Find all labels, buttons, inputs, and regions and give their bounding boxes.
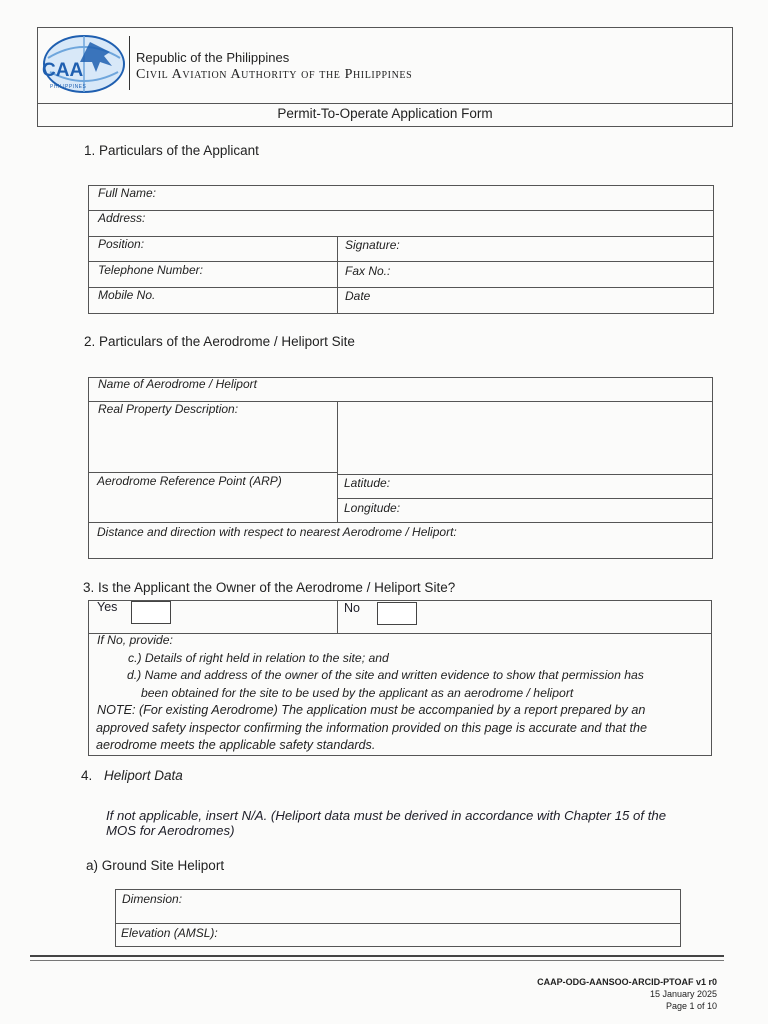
heliport-note-line2: MOS for Aerodromes)	[106, 823, 235, 838]
row-divider	[88, 261, 714, 262]
page-number: Page 1 of 10	[665, 1001, 717, 1011]
full-name-field[interactable]: Full Name:	[98, 186, 157, 200]
section2-title: 2. Particulars of the Aerodrome / Heliport Site	[84, 334, 355, 349]
position-field[interactable]: Position:	[98, 237, 145, 251]
mobile-field[interactable]: Mobile No.	[98, 288, 156, 302]
col-divider	[337, 600, 338, 633]
arp-label: Aerodrome Reference Point (ARP)	[97, 474, 282, 488]
caap-name: Civil Aviation Authority of the Philippines	[136, 67, 413, 82]
row-divider	[88, 472, 337, 473]
telephone-field[interactable]: Telephone Number:	[98, 263, 203, 277]
section3-title: 3. Is the Applicant the Owner of the Aerodrome / Heliport Site?	[83, 580, 456, 595]
heliport-note-line1: If not applicable, insert N/A. (Heliport data must be derived in accordance with Chapter 15 of the	[106, 808, 667, 823]
no-label: No	[344, 601, 360, 615]
doc-code: CAAP-ODG-AANSOO-ARCID-PTOAF v1 r0	[537, 977, 717, 987]
section1-title: 1. Particulars of the Applicant	[84, 143, 259, 158]
dimension-field[interactable]: Dimension:	[122, 892, 183, 906]
note-line3: aerodrome meets the applicable safety standards.	[96, 738, 376, 752]
item-d-line1: d.) Name and address of the owner of the site and written evidence to show that permission has	[127, 668, 644, 682]
no-checkbox[interactable]	[377, 602, 417, 625]
ground-site-heliport-title: a) Ground Site Heliport	[86, 858, 225, 873]
row-divider	[88, 522, 713, 523]
row-divider	[88, 287, 714, 288]
row-divider	[88, 633, 712, 634]
row-divider	[115, 923, 681, 924]
col-divider	[337, 236, 338, 314]
fax-field[interactable]: Fax No.:	[345, 264, 391, 278]
section4-title: Heliport Data	[104, 768, 183, 783]
row-divider	[337, 474, 713, 475]
section4-number: 4.	[81, 768, 93, 783]
yes-checkbox[interactable]	[131, 601, 171, 624]
address-field[interactable]: Address:	[98, 211, 146, 225]
republic-line: Republic of the Philippines	[136, 50, 290, 65]
item-c: c.) Details of right held in relation to the site; and	[128, 651, 389, 665]
real-property-field[interactable]: Real Property Description:	[98, 402, 239, 416]
yes-label: Yes	[97, 600, 118, 614]
applicant-table	[88, 185, 714, 314]
logo-subtext: PHILIPPINES	[50, 84, 87, 90]
col-divider	[337, 401, 338, 522]
header-divider	[37, 103, 733, 104]
doc-date: 15 January 2025	[649, 989, 717, 999]
footer-rule-thin	[30, 960, 724, 961]
item-d-line2: been obtained for the site to be used by the applicant as an aerodrome / heliport	[141, 686, 574, 700]
signature-field[interactable]: Signature:	[345, 238, 400, 252]
aerodrome-name-field[interactable]: Name of Aerodrome / Heliport	[98, 377, 257, 391]
distance-field[interactable]: Distance and direction with respect to nearest Aerodrome / Heliport:	[97, 525, 457, 539]
elevation-field[interactable]: Elevation (AMSL):	[121, 926, 218, 940]
form-title: Permit-To-Operate Application Form	[277, 106, 493, 121]
date-field[interactable]: Date	[345, 289, 371, 303]
caap-logo	[40, 32, 128, 96]
note-line2: approved safety inspector confirming the information provided on this page is accurate and that the	[96, 721, 647, 735]
row-divider	[88, 236, 714, 237]
longitude-field[interactable]: Longitude:	[344, 501, 401, 515]
if-no-label: If No, provide:	[97, 633, 173, 647]
row-divider	[88, 210, 714, 211]
latitude-field[interactable]: Latitude:	[344, 476, 391, 490]
note-line1: NOTE: (For existing Aerodrome) The application must be accompanied by a report prepared by an	[97, 703, 646, 717]
logo-separator	[129, 36, 130, 90]
footer-rule	[30, 955, 724, 957]
logo-text: CAA	[42, 60, 84, 81]
row-divider	[337, 498, 713, 499]
